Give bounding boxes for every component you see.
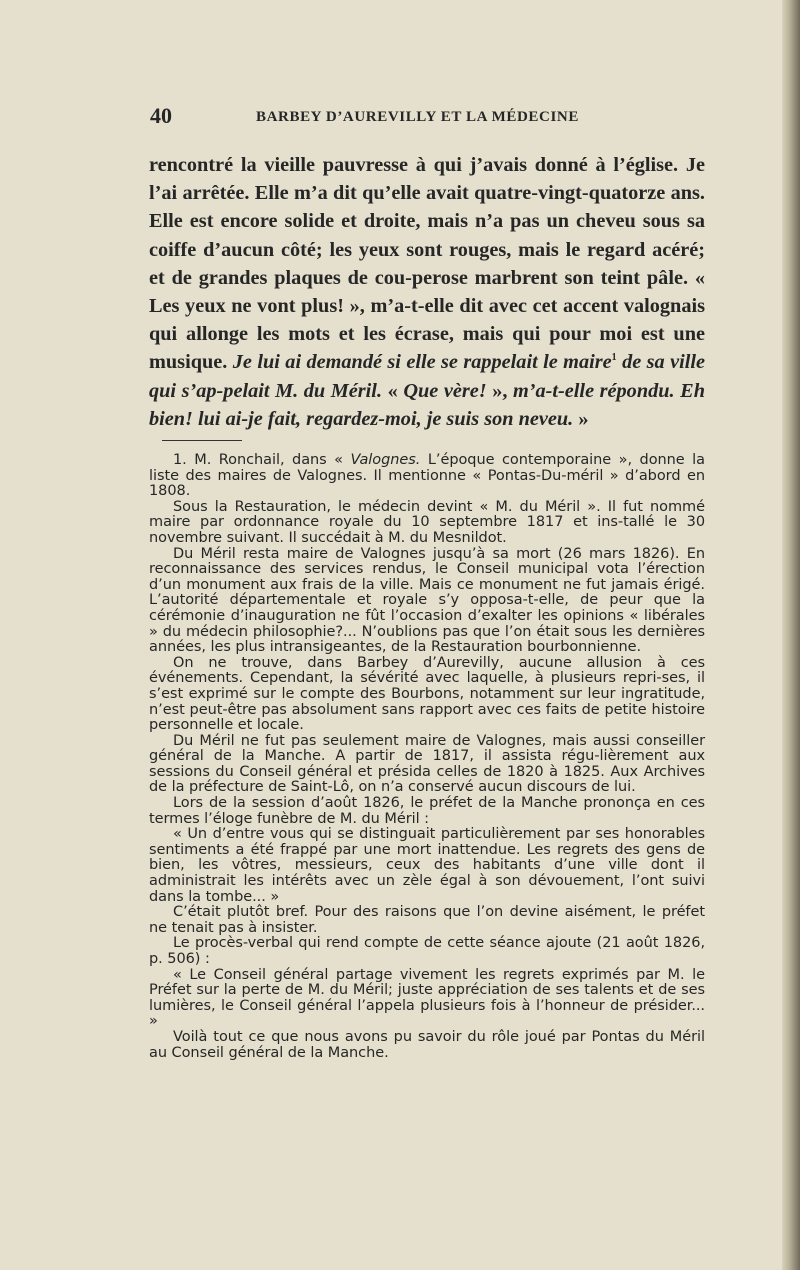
footnote-rule [162,440,242,441]
page-number: 40 [150,103,172,128]
footnote-paragraph: Voilà tout ce que nous avons pu savoir du rôle joué par Pontas du Méril au Conseil général de la Manche. [149,1028,705,1061]
footnote-reference: 1 [611,352,617,364]
body-text-italic-1: Je lui ai demandé si elle se rappelait le maire [232,351,612,374]
body-text-italic-3: Que vère! [403,379,487,402]
footnotes [149,453,705,1061]
footnote-paragraph: On ne trouve, dans Barbey d’Aurevilly, aucune allusion à ces événements. Cependant, la sévérité avec laquelle, à plusieurs repri-ses, il s’est exprimé sur le compte des Bourbons, notamment sur leur ingratitude, n’est peut-être pas absolument sans rapport avec ces faits de petite histoire personnelle et locale. [149,654,705,734]
footnote-paragraph: Lors de la session d’août 1826, le préfet de la Manche prononça en ces termes l’éloge funèbre de M. du Méril : [149,795,705,827]
body-text-italic-2: de sa ville qui s’ap-pelait M. du Méril. [149,351,705,402]
quote-open: « [387,379,398,402]
quote-close: », [492,379,508,402]
page-edge [782,0,800,1270]
footnote-paragraph: Du Méril ne fut pas seulement maire de Valognes, mais aussi conseiller général de la Manche. A partir de 1817, il assista régu-lièrement aux sessions du Conseil général et présida celles de 1820 à 1825. Aux Archives de la préfecture de Saint-Lô, on n’a conservé aucun discours de lui. [149,732,705,796]
end-quote: » [578,407,589,430]
running-head: BARBEY D’AUREVILLY ET LA MÉDECINE [256,109,579,125]
footnote-paragraph: C’était plutôt bref. Pour des raisons que l’on devine aisément, le préfet ne tenait pas à insister. [149,904,705,936]
body-text-italic-4: m’a-t-elle répondu. Eh bien! lui ai-je fait, regardez-moi, je suis son neveu. [149,379,705,430]
footnote-1-text-b: L’époque contemporaine », donne la liste des maires de Valognes. Il mentionne « Pontas-Du-méril » d’abord en 1808. [149,452,705,500]
page-header [150,103,710,131]
footnote-1-italic: Valognes. [350,452,421,468]
footnote-1-text-a: 1. M. Ronchail, dans « [173,452,344,468]
main-paragraph [149,151,705,433]
footnote-paragraph: Du Méril resta maire de Valognes jusqu’à sa mort (26 mars 1826). En reconnaissance des services rendus, le Conseil municipal vota l’érection d’un monument aux frais de la ville. Mais ce monument ne fut jamais érigé. L’autorité départementale et royale s’y opposa-t-elle, de peur que la cérémonie d’inauguration ne fût l’occasion d’exalter les opinions « libérales » du médecin philosophie?... N’oublions pas que l’on était sous les dernières années, les plus intransigeantes, de la Restauration bourbonnienne. [149,545,705,656]
footnote-paragraph: « Le Conseil général partage vivement les regrets exprimés par M. le Préfet sur la perte de M. du Méril; juste appréciation de ses talents et de ses lumières, le Conseil général l’appela plusieurs fois à l’honneur de présider... » [149,966,705,1030]
footnote-paragraph: « Un d’entre vous qui se distinguait particulièrement par ses honorables sentiments a été frappé par une mort inattendue. Les regrets des gens de bien, les vôtres, messieurs, ceux des habitants d’une ville dont il administrait les intérêts avec un zèle égal à son dévouement, l’ont suivi dans la tombe... » [149,826,705,905]
footnote-paragraph: Sous la Restauration, le médecin devint « M. du Méril ». Il fut nommé maire par ordonnance royale du 10 septembre 1817 et ins-tallé le 30 novembre suivant. Il succédait à M. du Mesnildot. [149,498,705,546]
body-text-roman: rencontré la vieille pauvresse à qui j’avais donné à l’église. Je l’ai arrêtée. Elle m’a dit qu’elle avait quatre-vingt-quatorze ans. Elle est encore solide et droite, mais n’a pas un cheveu sous sa coiffe d’aucun côté; les yeux sont rouges, mais le regard acéré; et de grandes plaques de cou-perose marbrent son teint pâle. « Les yeux ne vont plus! », m’a-t-elle dit avec cet accent valognais qui allonge les mots et les écrase, mais qui pour moi est une musique. [149,154,705,374]
footnote-1 [149,453,705,500]
footnote-paragraph: Le procès-verbal qui rend compte de cette séance ajoute (21 août 1826, p. 506) : [149,935,705,967]
